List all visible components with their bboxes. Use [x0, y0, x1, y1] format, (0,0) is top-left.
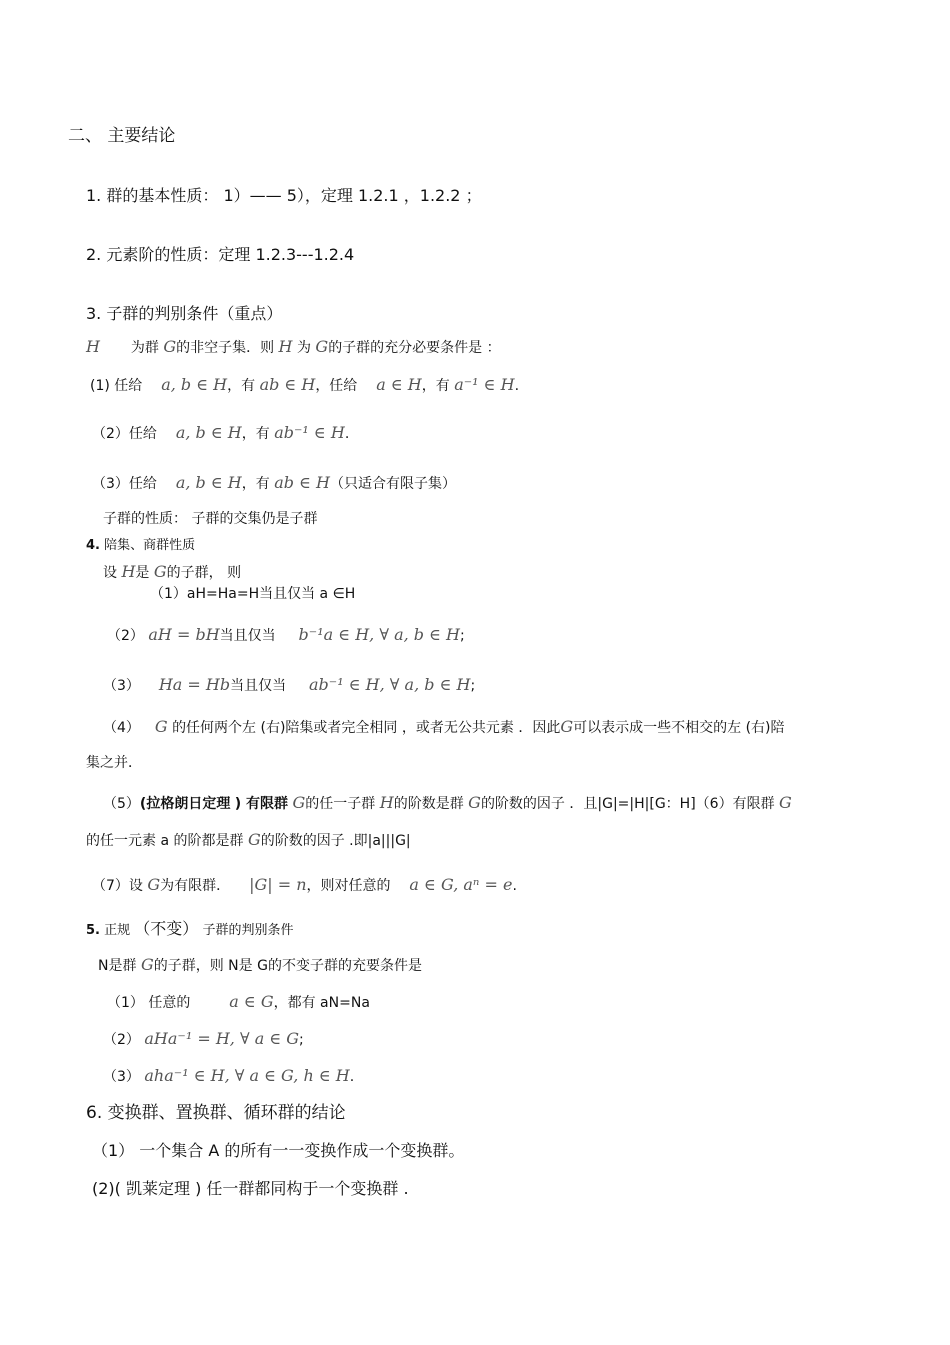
criterion-text: ，任给	[315, 378, 358, 394]
property-label: （3）	[103, 678, 140, 694]
property-text: 当且仅当	[230, 678, 287, 694]
item-1-basic-properties: 1. 群的基本性质： 1）—— 5），定理 1.2.1 ，1.2.2 ；	[86, 186, 482, 205]
criterion-text: ，有	[421, 378, 450, 394]
property-text: 的任一子群	[305, 796, 376, 812]
math-expression: a ∈ G, aⁿ = e	[409, 875, 513, 894]
math-G: G	[315, 337, 329, 356]
criterion-label: （1） 任意的	[107, 995, 191, 1011]
criterion-text: ，有	[241, 426, 270, 442]
item-3-title: 3. 子群的判别条件（重点）	[86, 304, 283, 323]
coset-property-3	[103, 675, 475, 695]
math-expression: aha⁻¹ ∈ H, ∀ a ∈ G, h ∈ H	[144, 1066, 350, 1085]
property-label: （5）	[103, 796, 140, 812]
intro-text: 设	[103, 565, 117, 581]
normal-criterion-1	[107, 992, 370, 1012]
item-6-title: 6. 变换群、置换群、循环群的结论	[86, 1103, 346, 1123]
property-text: 的任何两个左 (右)陪集或者完全相同 ，或者无公共元素 ．因此	[172, 720, 561, 736]
math-expression: Ha = Hb	[158, 675, 231, 694]
item-2-element-order: 2. 元素阶的性质：定理 1.2.3---1.2.4	[86, 245, 355, 264]
property-label: （7）设	[92, 878, 143, 894]
property-text: 当且仅当	[219, 628, 276, 644]
intro-text: 的非空子集．则	[176, 340, 275, 356]
math-expression: ab⁻¹ ∈ H	[274, 423, 345, 442]
property-end: ;	[470, 678, 476, 694]
math-G: G	[163, 337, 177, 356]
math-expression: ab⁻¹ ∈ H, ∀ a, b ∈ H	[309, 675, 471, 694]
math-H: H	[121, 562, 136, 581]
intro-text: 的子群， 则	[166, 565, 242, 581]
subgroup-property: 子群的性质： 子群的交集仍是子群	[103, 511, 318, 527]
math-G: G	[153, 562, 167, 581]
subgroup-criterion-3	[92, 473, 456, 493]
property-text: ，则对任意的	[306, 878, 391, 894]
item-5-intro	[98, 955, 422, 975]
criterion-label: (1) 任给	[90, 378, 143, 394]
item-title-text: 陪集、商群性质	[104, 538, 196, 553]
criterion-end: .	[514, 378, 520, 394]
math-G: G	[140, 955, 154, 974]
math-expression: aH = bH	[148, 625, 220, 644]
property-text: 的阶数的因子 ．且|G|=|H|[G：H]（6）有限群	[480, 796, 775, 812]
math-G: G	[247, 830, 261, 849]
math-G: G	[147, 875, 161, 894]
math-expression: a ∈ G	[229, 992, 274, 1011]
intro-text: 为群	[130, 340, 159, 356]
math-H: H	[86, 337, 100, 356]
math-G: G	[154, 717, 168, 736]
coset-property-4	[103, 717, 785, 737]
property-label: （4）	[103, 720, 140, 736]
coset-property-5-6	[103, 793, 792, 813]
criterion-end: .	[344, 426, 350, 442]
property-end: .	[512, 878, 517, 894]
item-number: 4.	[86, 538, 100, 553]
transformation-group-result-2: (2)( 凯莱定理 ) 任一群都同构于一个变换群 .	[92, 1179, 409, 1198]
coset-property-4-continued: 集之并．	[86, 755, 142, 771]
math-G: G	[560, 717, 574, 736]
criterion-end: .	[349, 1069, 355, 1085]
criterion-text: ，有	[241, 476, 270, 492]
math-G: G	[468, 793, 481, 812]
math-expression: a, b ∈ H	[175, 473, 242, 492]
normal-criterion-2	[103, 1029, 304, 1049]
property-text: 可以表示成一些不相交的左 (右)陪	[573, 720, 785, 736]
criterion-label: （3）	[103, 1069, 140, 1085]
math-expression: ab ∈ H	[274, 473, 330, 492]
subgroup-criterion-2	[92, 423, 349, 443]
math-expression: a ∈ H	[376, 375, 422, 394]
normal-criterion-3	[103, 1066, 354, 1086]
item-title-text: 正规	[104, 923, 131, 938]
property-end: ;	[460, 628, 465, 644]
property-text: 的阶数是群	[393, 796, 464, 812]
item-number: 5.	[86, 923, 100, 938]
subgroup-criterion-1	[90, 375, 519, 395]
transformation-group-result-1: （1） 一个集合 A 的所有一一变换作成一个变换群。	[92, 1141, 465, 1160]
intro-text: 为	[296, 340, 311, 356]
math-G: G	[779, 793, 792, 812]
intro-text: 的子群的充分必要条件是 ：	[328, 340, 501, 356]
property-text: 为有限群．	[160, 878, 231, 894]
coset-property-1: （1）aH=Ha=H当且仅当 a ∈H	[150, 586, 356, 602]
item-4-intro	[103, 562, 241, 582]
property-text: 的阶数的因子 .即|a|||G|	[260, 833, 411, 849]
math-H: H	[278, 337, 293, 356]
criterion-text: ，都有 aN=Na	[273, 995, 370, 1011]
item-4-title	[86, 538, 195, 554]
math-G: G	[292, 793, 306, 812]
coset-property-6-continued	[86, 830, 411, 850]
criterion-label: （2）任给	[92, 426, 157, 442]
property-text: 的任一元素 a 的阶都是群	[86, 833, 244, 849]
item-title-text: （不变）	[134, 919, 199, 938]
math-expression: aHa⁻¹ = H, ∀ a ∈ G	[144, 1029, 300, 1048]
math-expression: ab ∈ H	[259, 375, 316, 394]
item-title-text: 子群的判别条件	[202, 923, 294, 938]
property-text: ) 有限群	[234, 796, 289, 812]
item-5-title	[86, 919, 293, 939]
math-expression: |G| = n	[249, 875, 307, 894]
math-H: H	[379, 793, 394, 812]
criterion-text: ，有	[227, 378, 256, 394]
item-3-intro	[86, 337, 501, 357]
coset-property-2	[107, 625, 465, 645]
math-expression: b⁻¹a ∈ H, ∀ a, b ∈ H	[298, 625, 460, 644]
property-label: （2）	[107, 628, 144, 644]
criterion-label: （3）任给	[92, 476, 157, 492]
intro-text: 的子群，则 N是 G的不变子群的充要条件是	[153, 958, 422, 974]
math-expression: a⁻¹ ∈ H	[454, 375, 515, 394]
coset-property-7	[92, 875, 517, 895]
math-expression: a, b ∈ H	[175, 423, 242, 442]
criterion-end: ;	[299, 1032, 304, 1048]
property-text: (拉格朗日定理	[139, 796, 231, 812]
intro-text: N是群	[98, 958, 137, 974]
math-expression: a, b ∈ H	[161, 375, 228, 394]
section-heading: 二、 主要结论	[68, 126, 176, 146]
criterion-label: （2）	[103, 1032, 140, 1048]
criterion-note: （只适合有限子集）	[329, 476, 456, 492]
intro-text: 是	[135, 565, 150, 581]
